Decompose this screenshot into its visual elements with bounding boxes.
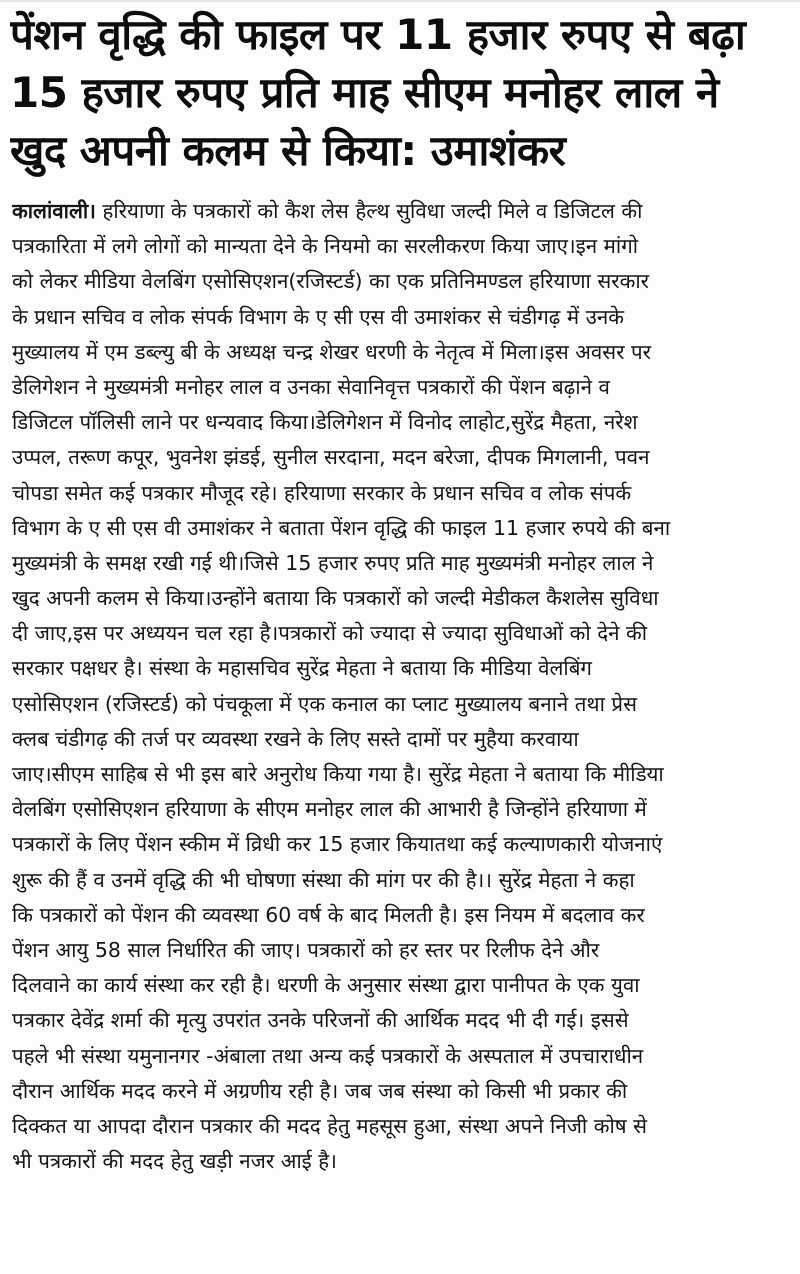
body-line: भी पत्रकारों की मदद हेतु खड़ी नजर आई है। [12,1149,337,1174]
body-line: विभाग के ए सी एस वी उमाशंकर ने बताता पेंशन वृद्धि की फाइल 11 हजार रुपये की बना [12,515,671,540]
article-body [0,180,800,1179]
body-line: पत्रकारिता में लगे लोगों को मान्यता देने के नियमो का सरलीकरण किया जाए।इन मांगो [12,234,639,259]
body-line: कि पत्रकारों को पेंशन की व्यवस्था 60 वर्ष के बाद मिलती है। इस नियम में बदलाव कर [12,902,645,927]
top-divider [0,0,800,2]
body-line: वेलबिंग एसोसिएशन हरियाणा के सीएम मनोहर लाल की आभारी है जिन्होंने हरियाणा में [12,797,647,822]
body-line: के प्रधान सचिव व लोक संपर्क विभाग के ए सी एस वी उमाशंकर से चंडीगढ़ में उनके [12,304,624,329]
body-line: उप्पल, तरूण कपूर, भुवनेश झंडई, सुनील सरदाना, मदन बरेजा, दीपक मिगलानी, पवन [12,445,650,470]
body-line: दिलवाने का कार्य संस्था कर रही है। धरणी के अनुसार संस्था द्वारा पानीपत के एक युवा [12,973,640,998]
body-line: दी जाए,इस पर अध्ययन चल रहा है।पत्रकारों को ज्यादा से ज्यादा सुविधाओं को देने की [12,621,648,646]
body-line: पत्रकार देवेंद्र शर्मा की मृत्यु उपरांत उनके परिजनों की आर्थिक मदद भी दी गई। इससे [12,1008,629,1033]
body-line: को लेकर मीडिया वेलबिंग एसोसिएशन(रजिस्टर्ड) का एक प्रतिनिमण्डल हरियाणा सरकार [12,269,650,294]
body-line: पहले भी संस्था यमुनानगर -अंबाला तथा अन्य कई पत्रकारों के अस्पताल में उपचाराधीन [12,1043,644,1068]
body-line: जाए।सीएम साहिब से भी इस बारे अनुरोध किया गया है। सुरेंद्र मेहता ने बताया कि मीडिया [12,762,664,786]
body-line: खुद अपनी कलम से किया।उन्होंने बताया कि पत्रकारों को जल्दी मेडीकल कैशलेस सुविधा [12,586,659,611]
body-line: पत्रकारों के लिए पेंशन स्कीम में व्रिधी कर 15 हजार कियातथा कई कल्याणकारी योजनाएं [12,832,663,857]
body-line: मुख्यमंत्री के समक्ष रखी गई थी।जिसे 15 हजार रुपए प्रति माह मुख्यमंत्री मनोहर लाल ने [12,550,654,575]
body-line: शुरू की हैं व उनमें वृद्धि की भी घोषणा संस्था की मांग पर की है।। सुरेंद्र मेहता ने कहा [12,867,635,892]
body-line: डिजिटल पॉलिसी लाने पर धन्यवाद किया।डेलिगेशन में विनोद लाहोट,सुरेंद्र मैहता, नरेश [12,410,638,435]
body-line: क्लब चंडीगढ़ की तर्ज पर व्यवस्था रखने के लिए सस्ते दामों पर मुहैया करवाया [12,726,579,751]
body-line [12,194,790,229]
headline-line: खुद अपनी कलम से किया: उमाशंकर [10,126,566,175]
body-line: सरकार पक्षधर है। संस्था के महासचिव सुरेंद्र मेहता ने बताया कि मीडिया वेलबिंग [12,656,592,681]
body-line: चोपडा समेत कई पत्रकार मौजूद रहे। हरियाणा सरकार के प्रधान सचिव व लोक संपर्क [12,480,632,505]
headline [0,0,800,180]
body-line: दिक्कत या आपदा दौरान पत्रकार की मदद हेतु महसूस हुआ, संस्था अपने निजी कोष से [12,1113,648,1138]
body-line: डेलिगेशन ने मुख्यमंत्री मनोहर लाल व उनका सेवानिवृत्त पत्रकारों की पेंशन बढ़ाने व [12,374,610,399]
body-line: दौरान आर्थिक मदद करने में अग्रणीय रही है। जब जब संस्था को किसी भी प्रकार की [12,1078,628,1103]
headline-line: 15 हजार रुपए प्रति माह सीएम मनोहर लाल ने [10,68,719,117]
body-line-text: हरियाणा के पत्रकारों को कैश लेस हैल्थ सुविधा जल्दी मिले व डिजिटल की [95,199,643,223]
body-line: मुख्यालय में एम डब्ल्यु बी के अध्यक्ष चन्द्र शेखर धरणी के नेतृत्व में मिला।इस अवसर पर [12,339,652,364]
dateline: कालांवाली। [12,199,96,223]
headline-line: पेंशन वृद्धि की फाइल पर 11 हजार रुपए से बढ़ा [10,10,746,59]
body-line: एसोसिएशन (रजिस्टर्ड) को पंचकूला में एक कनाल का प्लाट मुख्यालय बनाने तथा प्रेस [12,691,637,716]
body-line: पेंशन आयु 58 साल निर्धारित की जाए। पत्रकारों को हर स्तर पर रिलीफ देने और [12,937,600,962]
